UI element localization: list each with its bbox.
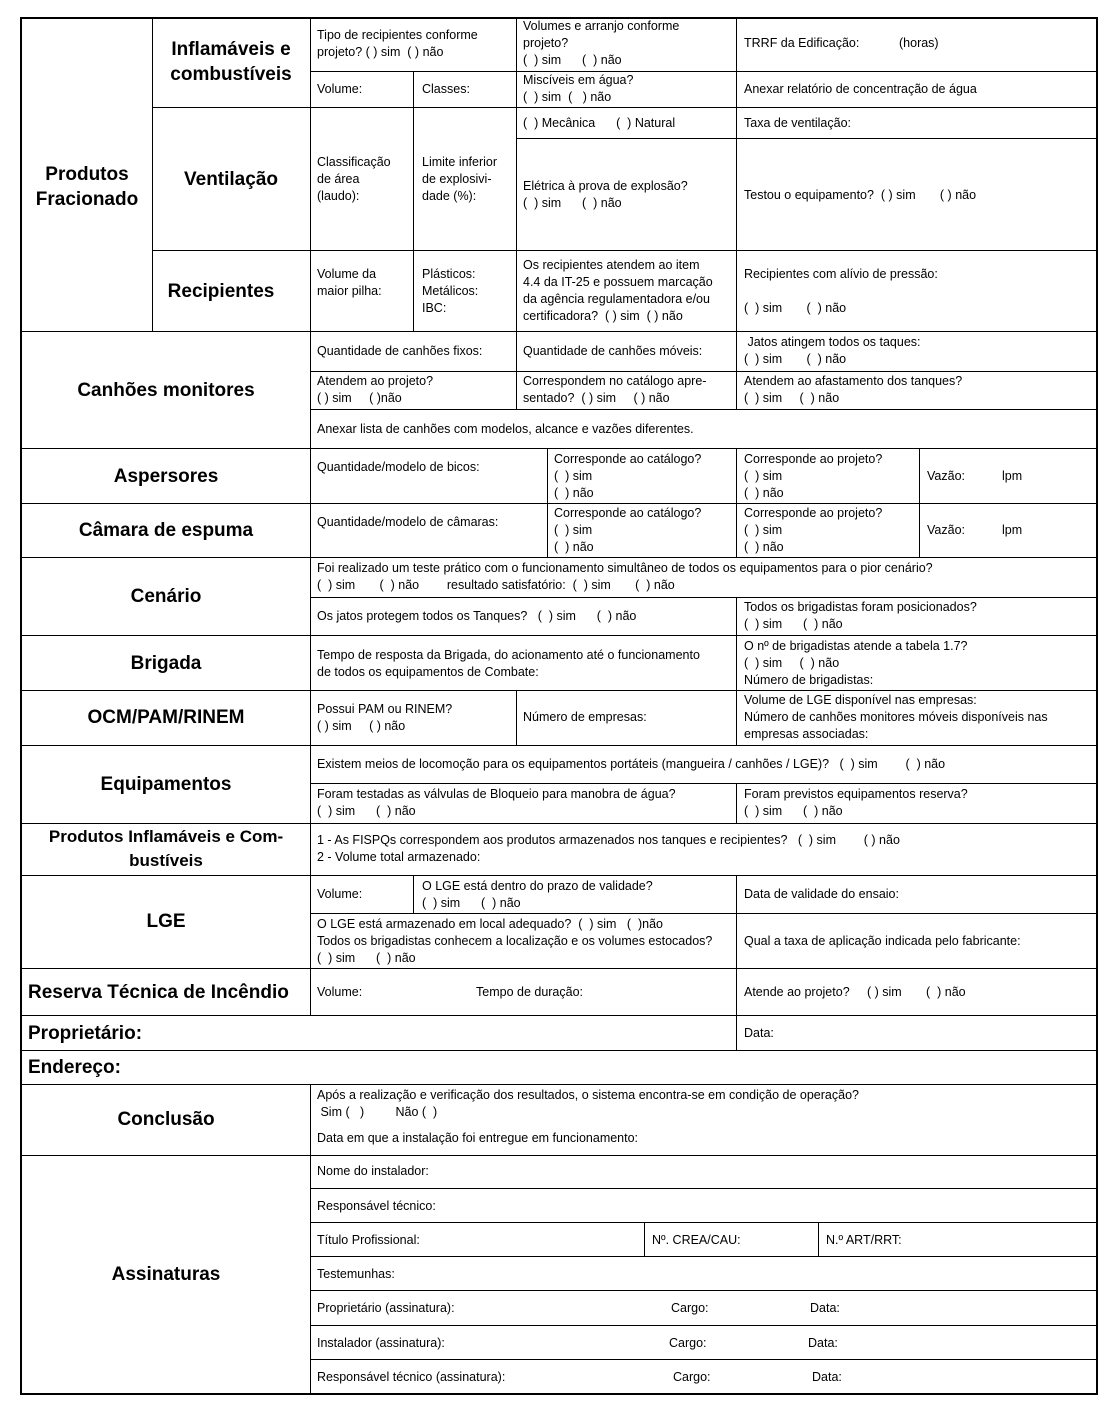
materiais-field[interactable]: Plásticos: Metálicos: IBC: [422,267,479,315]
responsavel-tecnico-field[interactable]: Responsável técnico: [317,1199,436,1213]
aspersores-vazao-unit: lpm [1002,469,1023,483]
tempo-resposta-field[interactable]: Tempo de resposta da Brigada, do acionamento até o funcionamento de todos os equipamentos de Combate: [317,648,700,679]
crea-cau-field[interactable]: Nº. CREA/CAU: [652,1233,741,1247]
teste-pratico-field[interactable]: Foi realizado um teste prático com o funcionamento simultâneo de todos os equipamentos para o pior cenário? ( ) sim ( ) não resultado satisfatório: ( ) sim ( ) não [317,561,933,592]
lge-armazenado-field[interactable]: O LGE está armazenado em local adequado? ( ) sim ( )não Todos os brigadistas conhecem a localização e os volumes estocados? ( ) sim ( ) não [317,917,713,965]
proprietario-cargo-field[interactable]: Cargo: [671,1301,709,1315]
camara-catalogo-field[interactable]: Corresponde ao catálogo? ( ) sim ( ) não [554,506,702,554]
afastamento-tanques-field[interactable]: Atendem ao afastamento dos tanques? ( ) sim ( ) não [744,374,963,405]
misciveis-field[interactable]: Miscíveis em água? ( ) sim ( ) não [523,73,634,104]
limite-inferior-field[interactable]: Limite inferior de explosivi- dade (%): [422,155,498,203]
instalador-cargo-field[interactable]: Cargo: [669,1336,707,1350]
jatos-atingem-field[interactable]: Jatos atingem todos os taques: ( ) sim ( ) não [744,335,921,366]
titulo-profissional-field[interactable]: Título Profissional: [317,1233,420,1247]
fispq-field[interactable]: 1 - As FISPQs correspondem aos produtos armazenados nos tanques e recipientes? ( ) sim ( ) não 2 - Volume total armazenado: [317,833,900,864]
volumes-arranjo-field[interactable]: Volumes e arranjo conforme projeto? ( ) sim ( ) não [523,19,680,67]
anexar-lista-canhoes: Anexar lista de canhões com modelos, alcance e vazões diferentes. [317,422,694,436]
aspersores-label: Aspersores [113,466,219,487]
catalogo-apresentado-field[interactable]: Correspondem no catálogo apre- sentado? ( ) sim ( ) não [523,374,707,405]
testemunhas-field[interactable]: Testemunhas: [317,1267,395,1281]
produtos-inflamaveis-label: Produtos Inflamáveis e Com- bustíveis [48,827,284,870]
locomocao-field[interactable]: Existem meios de locomoção para os equipamentos portáteis (mangueira / canhões / LGE)? ( ) sim ( ) não [317,757,946,771]
trrf-field[interactable]: TRRF da Edificação: [744,36,860,50]
camara-projeto-field[interactable]: Corresponde ao projeto? ( ) sim ( ) não [744,506,883,554]
qtd-camaras-field[interactable]: Quantidade/modelo de câmaras: [317,515,499,529]
lge-validade-field[interactable]: O LGE está dentro do prazo de validade? ( ) sim ( ) não [422,879,653,910]
volume-pilha-field[interactable]: Volume da maior pilha: [317,267,382,298]
aspersores-vazao-field[interactable]: Vazão: [927,469,965,483]
proprietario-label[interactable]: Proprietário: [28,1023,143,1044]
camara-vazao-unit: lpm [1002,523,1023,537]
camara-label: Câmara de espuma [78,520,254,541]
cenario-label: Cenário [130,586,202,607]
lge-volume-field[interactable]: Volume: [317,887,363,901]
canhoes-label: Canhões monitores [77,380,255,401]
lge-label: LGE [146,911,186,932]
canhoes-moveis-field[interactable]: Quantidade de canhões móveis: [523,344,703,358]
atendem-projeto-field[interactable]: Atendem ao projeto? ( ) sim ( )não [317,374,434,405]
alivio-pressao-field[interactable]: Recipientes com alívio de pressão: [744,267,938,281]
testou-equipamento-field[interactable]: Testou o equipamento? ( ) sim ( ) não [744,188,977,202]
reserva-volume-field[interactable]: Volume: [317,985,363,999]
possui-pam-field[interactable]: Possui PAM ou RINEM? ( ) sim ( ) não [317,702,453,733]
ocm-label: OCM/PAM/RINEM [87,707,245,728]
numero-empresas-field[interactable]: Número de empresas: [523,710,647,724]
equipamentos-label: Equipamentos [100,774,232,795]
taxa-aplicacao-field[interactable]: Qual a taxa de aplicação indicada pelo fabricante: [744,934,1021,948]
proprietario-assinatura-field[interactable]: Proprietário (assinatura): [317,1301,455,1315]
responsavel-cargo-field[interactable]: Cargo: [673,1370,711,1384]
atendem-item-field[interactable]: Os recipientes atendem ao item 4.4 da IT-25 e possuem marcação da agência regulamentadora e/ou certificadora? ( ) sim ( ) não [523,258,713,323]
aspersores-projeto-field[interactable]: Corresponde ao projeto? ( ) sim ( ) não [744,452,883,500]
art-rrt-field[interactable]: N.º ART/RRT: [826,1233,902,1247]
assinaturas-label: Assinaturas [111,1264,221,1285]
volume-lge-empresas-field[interactable]: Volume de LGE disponível nas empresas: Número de canhões monitores móveis disponíveis nas empresas associadas: [744,693,1048,741]
taxa-ventilacao-field[interactable]: Taxa de ventilação: [744,116,852,130]
reserva-atende-projeto-field[interactable]: Atende ao projeto? ( ) sim ( ) não [744,985,966,999]
qtd-bicos-field[interactable]: Quantidade/modelo de bicos: [317,460,480,474]
responsavel-data-field[interactable]: Data: [812,1370,842,1384]
produtos-fracionado-label: Produtos Fracionado [35,164,139,210]
proprietario-assinatura-data-field[interactable]: Data: [810,1301,840,1315]
nome-instalador-field[interactable]: Nome do instalador: [317,1164,429,1178]
valvulas-bloqueio-field[interactable]: Foram testadas as válvulas de Bloqueio para manobra de água? ( ) sim ( ) não [317,787,676,818]
reserva-tecnica-label: Reserva Técnica de Incêndio [28,982,289,1003]
data-validade-ensaio-field[interactable]: Data de validade do ensaio: [744,887,899,901]
aspersores-catalogo-field[interactable]: Corresponde ao catálogo? ( ) sim ( ) não [554,452,702,500]
canhoes-fixos-field[interactable]: Quantidade de canhões fixos: [317,344,483,358]
tabela-brigadistas-field[interactable]: O nº de brigadistas atende a tabela 1.7? ( ) sim ( ) não Número de brigadistas: [744,639,968,687]
inflamaveis-label: Inflamáveis e combustíveis [170,39,292,85]
endereco-label[interactable]: Endereço: [28,1057,121,1078]
instalador-assinatura-field[interactable]: Instalador (assinatura): [317,1336,445,1350]
classes-field[interactable]: Classes: [422,82,470,96]
condicao-operacao-field[interactable]: Após a realização e verificação dos resultados, o sistema encontra-se em condição de operação? Sim ( ) Não ( ) [317,1088,859,1119]
tempo-duracao-field[interactable]: Tempo de duração: [476,985,584,999]
instalador-data-field[interactable]: Data: [808,1336,838,1350]
equipamentos-reserva-field[interactable]: Foram previstos equipamentos reserva? ( ) sim ( ) não [744,787,968,818]
recipientes-label: Recipientes [167,281,275,302]
camara-vazao-field[interactable]: Vazão: [927,523,965,537]
brigadistas-posicionados-field[interactable]: Todos os brigadistas foram posicionados? ( ) sim ( ) não [744,600,977,631]
mecanica-natural-field[interactable]: ( ) Mecânica ( ) Natural [523,116,676,130]
jatos-protegem-field[interactable]: Os jatos protegem todos os Tanques? ( ) sim ( ) não [317,609,637,623]
eletrica-explosao-field[interactable]: Elétrica à prova de explosão? ( ) sim ( ) não [523,179,688,210]
volume-field[interactable]: Volume: [317,82,363,96]
alivio-pressao-options[interactable]: ( ) sim ( ) não [744,301,847,315]
classificacao-area-field[interactable]: Classificação de área (laudo): [317,155,391,203]
data-entrega-field[interactable]: Data em que a instalação foi entregue em funcionamento: [317,1131,639,1145]
proprietario-data-field[interactable]: Data: [744,1026,774,1040]
brigada-label: Brigada [130,653,202,674]
trrf-unit: (horas) [899,36,939,50]
responsavel-assinatura-field[interactable]: Responsável técnico (assinatura): [317,1370,506,1384]
conclusao-label: Conclusão [117,1109,215,1130]
ventilacao-label: Ventilação [184,169,278,190]
tipo-recipientes-field[interactable]: Tipo de recipientes conforme projeto? ( ) sim ( ) não [317,28,478,59]
anexar-relatorio: Anexar relatório de concentração de água [744,82,977,96]
